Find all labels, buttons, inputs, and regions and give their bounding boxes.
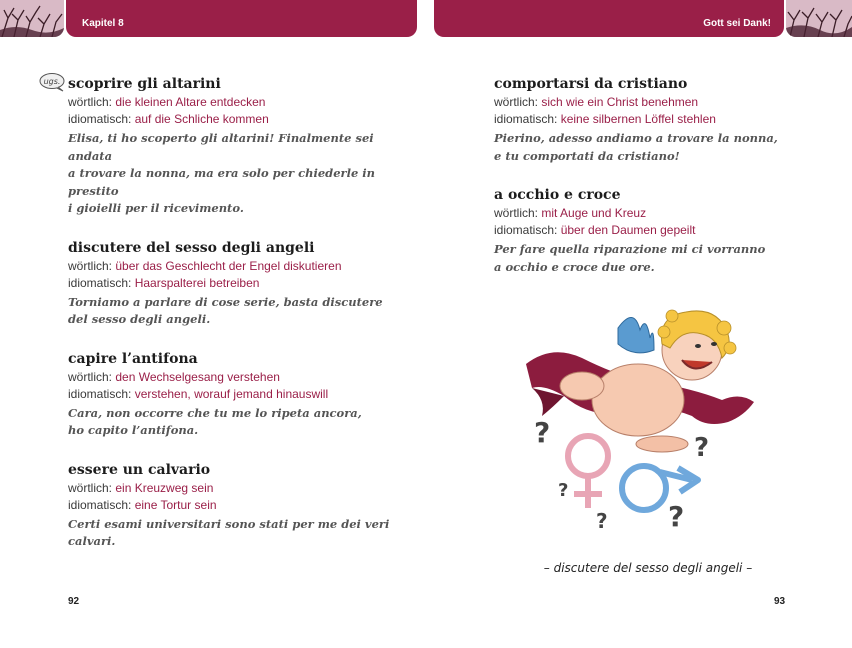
- idiomatic-value: keine silbernen Löffel stehlen: [560, 112, 716, 126]
- literal-value: mit Auge und Kreuz: [541, 206, 647, 220]
- cherub-body: [592, 364, 684, 436]
- literal-line: [494, 205, 824, 222]
- idiomatic-line: [68, 275, 398, 292]
- idiomatic-label: idiomatisch:: [68, 112, 132, 126]
- idiomatic-line: [494, 222, 824, 239]
- idiomatic-label: idiomatisch:: [494, 223, 558, 237]
- left-column: [68, 74, 398, 571]
- wing-shape: [618, 317, 654, 352]
- idiom-term: a occhio e croce: [494, 187, 621, 203]
- idiomatic-line: [68, 386, 398, 403]
- example-sentence: Cara, non occorre che tu me lo ripeta ancora, ho capito l’antifona.: [68, 405, 362, 437]
- idiomatic-value: eine Tortur sein: [134, 497, 217, 512]
- idiomatic-value: verstehen, worauf jemand hinauswill: [134, 386, 329, 401]
- cherub-arm: [636, 436, 688, 452]
- cherub-illustration: [522, 304, 758, 538]
- literal-value: sich wie ein Christ benehmen: [541, 95, 699, 109]
- example-sentence: Torniamo a parlare di cose serie, basta discutere del sesso degli angeli.: [68, 294, 383, 326]
- literal-line: [68, 369, 398, 386]
- idiomatic-line: [68, 111, 398, 128]
- idiomatic-label: idiomatisch:: [68, 497, 132, 512]
- idiom-term: essere un calvario: [68, 461, 211, 478]
- literal-value: ein Kreuzweg sein: [115, 480, 214, 495]
- literal-label: wörtlich:: [68, 258, 113, 273]
- literal-label: wörtlich:: [68, 369, 113, 384]
- idiom-term: comportarsi da cristiano: [494, 76, 688, 92]
- idiom-entry: [494, 74, 824, 165]
- header-corner-art-left: [0, 0, 64, 37]
- example-sentence: Per fare quella riparazione mi ci vorranno a occhio e croce due ore.: [494, 242, 766, 274]
- literal-label: wörtlich:: [494, 95, 539, 109]
- chapter-label: Kapitel 8: [82, 18, 124, 29]
- page-number-right: 93: [774, 596, 786, 607]
- male-symbol-icon: [622, 466, 666, 510]
- literal-line: [494, 94, 824, 111]
- colloquial-badge: [38, 72, 66, 92]
- literal-label: wörtlich:: [68, 480, 113, 495]
- idiomatic-value: Haarspalterei betreiben: [134, 275, 260, 290]
- idiom-entry: [68, 460, 398, 551]
- right-column: [494, 74, 824, 296]
- idiom-entry: [68, 74, 398, 218]
- illustration-caption: – discutere del sesso degli angeli –: [543, 561, 753, 575]
- literal-label: wörtlich:: [68, 95, 113, 109]
- literal-line: [68, 94, 398, 111]
- question-mark-icon: ?: [534, 416, 551, 449]
- question-mark-icon: ?: [596, 509, 608, 533]
- idiom-term: scoprire gli altarini: [68, 76, 221, 92]
- literal-value: den Wechselgesang verstehen: [115, 369, 280, 384]
- section-title: Gott sei Dank!: [703, 18, 771, 29]
- question-mark-icon: ?: [694, 433, 710, 463]
- idiomatic-label: idiomatisch:: [494, 112, 558, 126]
- cherub-leg: [560, 372, 604, 400]
- literal-value: die kleinen Altare entdecken: [115, 95, 266, 109]
- example-sentence: Elisa, ti ho scoperto gli altarini! Finalmente sei andata a trovare la nonna, ma era solo per chiederle in prestito i gioielli per il ricevimento.: [68, 131, 375, 215]
- colloquial-badge-label: ugs.: [43, 77, 61, 86]
- idiomatic-line: [494, 111, 824, 128]
- idiomatic-line: [68, 497, 398, 514]
- idiomatic-label: idiomatisch:: [68, 275, 132, 290]
- literal-label: wörtlich:: [494, 206, 539, 220]
- idiom-entry: [494, 185, 824, 276]
- example-sentence: Certi esami universitari sono stati per me dei veri calvari.: [68, 516, 390, 548]
- example-sentence: Pierino, adesso andiamo a trovare la nonna, e tu comportati da cristiano!: [494, 131, 778, 163]
- literal-line: [68, 258, 398, 275]
- idiom-term: discutere del sesso degli angeli: [68, 239, 315, 256]
- female-symbol-icon: [568, 436, 608, 476]
- header-corner-art-right: [786, 0, 852, 37]
- question-mark-icon: ?: [558, 480, 569, 501]
- page-number-left: 92: [68, 596, 80, 607]
- literal-value: über das Geschlecht der Engel diskutieren: [115, 258, 342, 273]
- idiomatic-value: auf die Schliche kommen: [134, 112, 269, 126]
- question-mark-icon: ?: [668, 500, 685, 533]
- idiom-term: capire l’antifona: [68, 350, 198, 367]
- literal-line: [68, 480, 398, 497]
- idiomatic-value: über den Daumen gepeilt: [560, 223, 696, 237]
- idiom-entry: [68, 349, 398, 440]
- idiom-entry: [68, 238, 398, 329]
- idiomatic-label: idiomatisch:: [68, 386, 132, 401]
